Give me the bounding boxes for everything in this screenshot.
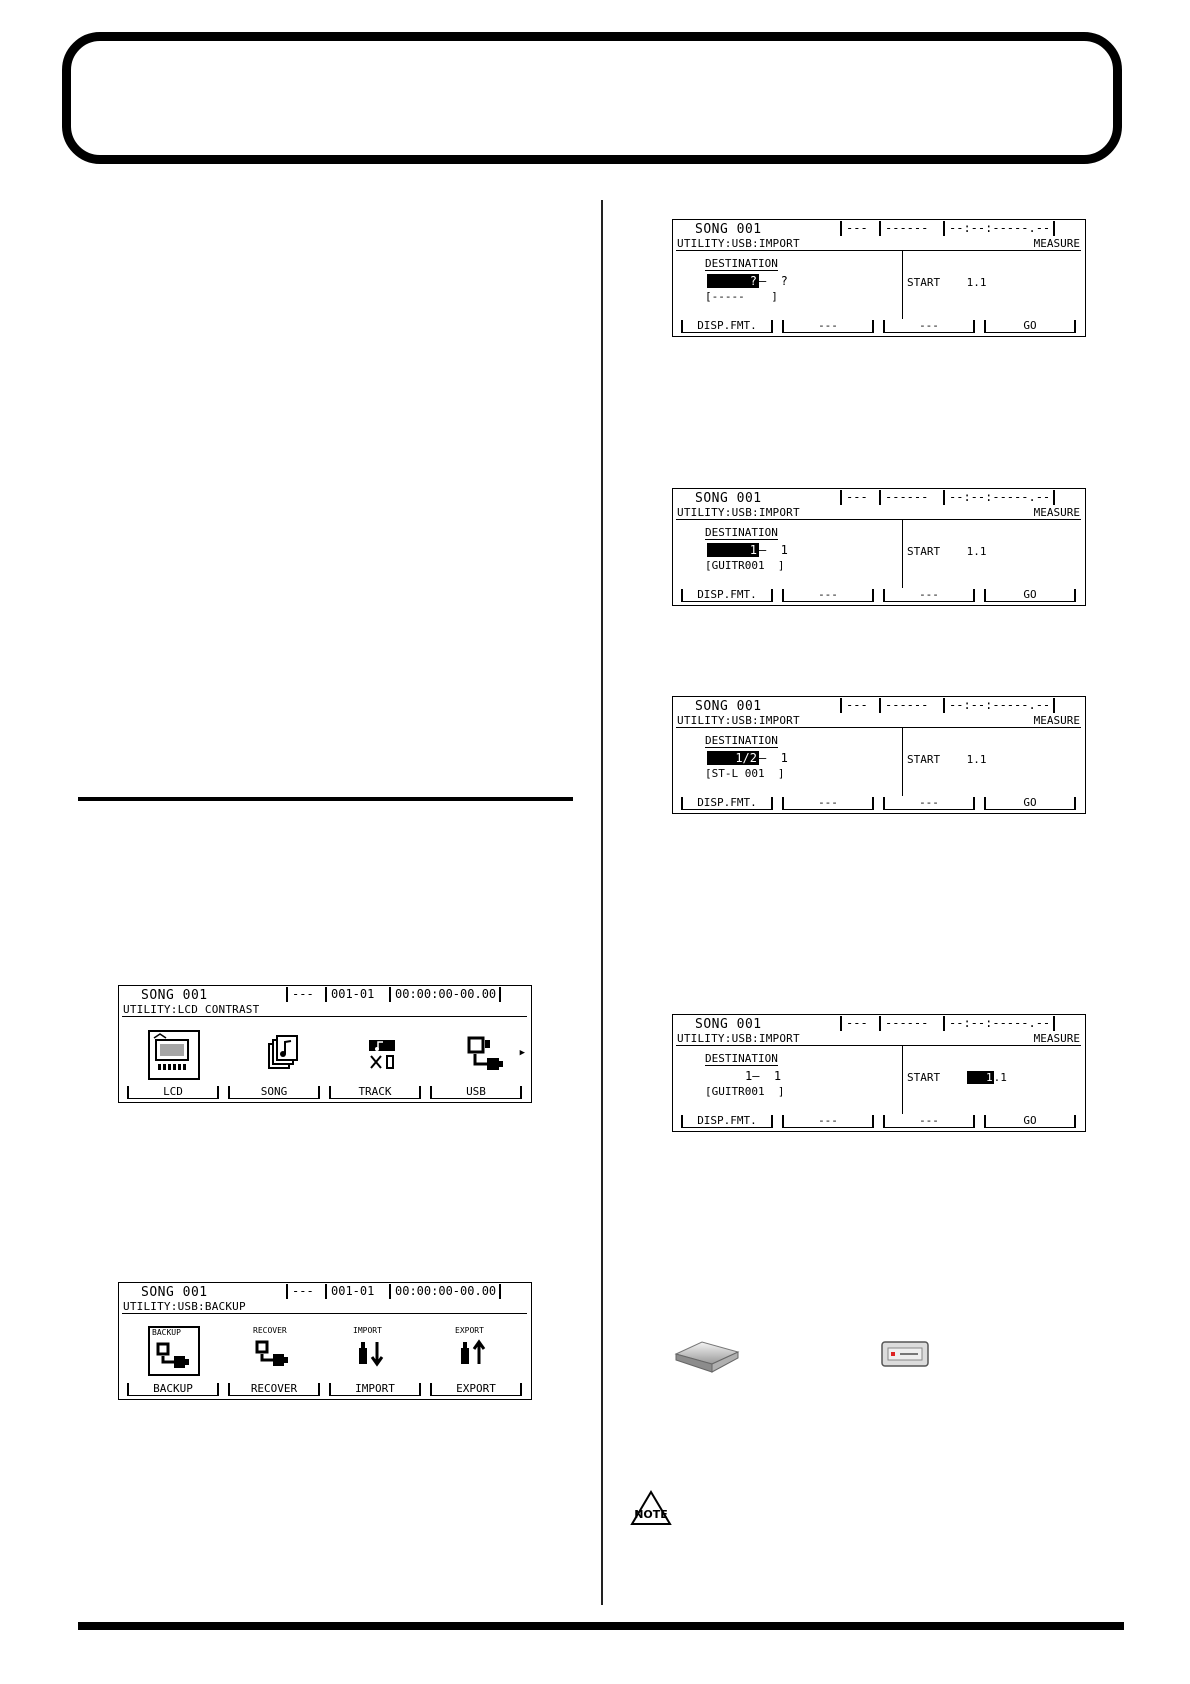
f3-button[interactable]: ---	[883, 797, 975, 810]
screen-path: UTILITY:USB:IMPORT	[677, 1032, 800, 1045]
song-label: SONG 001	[695, 222, 762, 237]
panel-divider	[902, 1046, 903, 1114]
path-rule	[676, 727, 1081, 728]
f2-button[interactable]: ---	[782, 1115, 874, 1128]
counter-time: 00:00:00-00.00	[389, 987, 501, 1002]
screen-path: UTILITY:USB:IMPORT	[677, 714, 800, 727]
f4-usb-button[interactable]: USB	[430, 1086, 522, 1099]
track-name: [GUITR001 ]	[705, 559, 785, 572]
icon-caption: EXPORT	[455, 1326, 484, 1335]
path-rule	[122, 1313, 527, 1314]
lcd-utility-menu	[118, 985, 532, 1103]
path-rule	[676, 1045, 1081, 1046]
screen-path: UTILITY:USB:IMPORT	[677, 237, 800, 250]
icon-caption: BACKUP	[152, 1328, 181, 1337]
start-rest: .1	[993, 1071, 1007, 1084]
lcd-import-screen-1	[672, 219, 1086, 337]
f3-button[interactable]: ---	[883, 589, 975, 602]
path-rule	[122, 1016, 527, 1017]
path-rule	[676, 250, 1081, 251]
screen-path: UTILITY:LCD CONTRAST	[123, 1003, 260, 1016]
track-name: [ST-L 001 ]	[705, 767, 785, 780]
counter-time: --:--:-----.--	[943, 490, 1055, 505]
counter-measure: ---	[840, 1016, 868, 1031]
panel-divider	[902, 251, 903, 319]
start-label: START	[907, 545, 941, 558]
counter-measure: ---	[286, 987, 314, 1002]
f2-button[interactable]: ---	[782, 320, 874, 333]
backup-icon[interactable]	[148, 1326, 200, 1376]
export-icon[interactable]	[449, 1326, 497, 1372]
counter-beat: 001-01	[325, 987, 374, 1002]
counter-time: --:--:-----.--	[943, 221, 1055, 236]
destination-label: DESTINATION	[705, 257, 778, 270]
song-icon[interactable]	[257, 1030, 305, 1076]
f3-button[interactable]: ---	[883, 320, 975, 333]
f2-button[interactable]: ---	[782, 797, 874, 810]
f4-go-button[interactable]: GO	[984, 1115, 1076, 1128]
counter-time: --:--:-----.--	[943, 698, 1055, 713]
destination-label: DESTINATION	[705, 526, 778, 539]
f1-disp-fmt-button[interactable]: DISP.FMT.	[681, 1115, 773, 1128]
destination-row	[707, 751, 788, 765]
column-divider	[601, 200, 603, 1605]
note-label: NOTE	[634, 1508, 668, 1521]
start-cursor[interactable]: 1	[967, 1071, 994, 1084]
f4-go-button[interactable]: GO	[984, 589, 1076, 602]
counter-measure: ---	[840, 490, 868, 505]
panel-divider	[902, 728, 903, 796]
counter-measure: ---	[840, 698, 868, 713]
chapter-header-box	[62, 32, 1122, 164]
song-label: SONG 001	[141, 988, 208, 1003]
path-rule	[676, 519, 1081, 520]
f4-export-button[interactable]: EXPORT	[430, 1383, 522, 1396]
lcd-icon[interactable]	[148, 1030, 200, 1080]
destination-row	[707, 274, 788, 288]
counter-beat: 001-01	[325, 1284, 374, 1299]
display-mode: MEASURE	[1033, 237, 1080, 250]
icon-caption: IMPORT	[353, 1326, 382, 1335]
f1-disp-fmt-button[interactable]: DISP.FMT.	[681, 797, 773, 810]
song-label: SONG 001	[695, 699, 762, 714]
note-icon	[630, 1490, 672, 1526]
start-row	[907, 753, 987, 766]
f1-lcd-button[interactable]: LCD	[127, 1086, 219, 1099]
start-value[interactable]: 1.1	[966, 276, 987, 289]
counter-beat: ------	[879, 490, 928, 505]
counter-beat: ------	[879, 698, 928, 713]
lcd-import-screen-2	[672, 488, 1086, 606]
display-mode: MEASURE	[1033, 714, 1080, 727]
destination-rest: – 1	[759, 751, 788, 765]
usb-drive-icon[interactable]	[878, 1334, 934, 1374]
start-label: START	[907, 753, 941, 766]
icon-caption: RECOVER	[253, 1326, 287, 1335]
panel-divider	[902, 520, 903, 588]
f1-disp-fmt-button[interactable]: DISP.FMT.	[681, 320, 773, 333]
song-label: SONG 001	[695, 1017, 762, 1032]
counter-beat: ------	[879, 1016, 928, 1031]
display-mode: MEASURE	[1033, 1032, 1080, 1045]
destination-cursor[interactable]: 1/2	[707, 751, 759, 765]
counter-time: --:--:-----.--	[943, 1016, 1055, 1031]
destination-cursor[interactable]: ?	[707, 274, 759, 288]
destination-label: DESTINATION	[705, 734, 778, 747]
recover-icon[interactable]	[249, 1326, 297, 1372]
f4-go-button[interactable]: GO	[984, 320, 1076, 333]
lcd-import-screen-4	[672, 1014, 1086, 1132]
f2-button[interactable]: ---	[782, 589, 874, 602]
destination-value[interactable]: 1– 1	[745, 1069, 782, 1083]
track-name: [----- ]	[705, 290, 778, 303]
counter-measure: ---	[840, 221, 868, 236]
start-value[interactable]: 1.1	[966, 545, 987, 558]
f3-track-button[interactable]: TRACK	[329, 1086, 421, 1099]
start-row	[907, 545, 987, 558]
f2-recover-button[interactable]: RECOVER	[228, 1383, 320, 1396]
counter-beat: ------	[879, 221, 928, 236]
f3-import-button[interactable]: IMPORT	[329, 1383, 421, 1396]
lcd-import-screen-3	[672, 696, 1086, 814]
counter-measure: ---	[286, 1284, 314, 1299]
start-label: START	[907, 1071, 941, 1084]
section-rule	[78, 797, 573, 801]
import-icon[interactable]	[347, 1326, 395, 1372]
usb-icon[interactable]	[461, 1030, 509, 1076]
track-name: [GUITR001 ]	[705, 1085, 785, 1098]
destination-label: DESTINATION	[705, 1052, 778, 1065]
destination-cursor[interactable]: 1	[707, 543, 759, 557]
f1-backup-button[interactable]: BACKUP	[127, 1383, 219, 1396]
display-mode: MEASURE	[1033, 506, 1080, 519]
f3-button[interactable]: ---	[883, 1115, 975, 1128]
song-label: SONG 001	[695, 491, 762, 506]
f1-disp-fmt-button[interactable]: DISP.FMT.	[681, 589, 773, 602]
destination-row	[707, 543, 788, 557]
track-icon[interactable]	[359, 1030, 407, 1076]
start-label: START	[907, 276, 941, 289]
scroll-right-icon[interactable]: ▶	[519, 1048, 525, 1058]
lcd-usb-menu	[118, 1282, 532, 1400]
screen-path: UTILITY:USB:IMPORT	[677, 506, 800, 519]
counter-time: 00:00:00-00.00	[389, 1284, 501, 1299]
screen-path: UTILITY:USB:BACKUP	[123, 1300, 246, 1313]
f2-song-button[interactable]: SONG	[228, 1086, 320, 1099]
destination-rest: – 1	[759, 543, 788, 557]
removable-disk-icon[interactable]	[672, 1334, 742, 1378]
destination-rest: – ?	[759, 274, 788, 288]
song-label: SONG 001	[141, 1285, 208, 1300]
start-row	[907, 276, 987, 289]
f4-go-button[interactable]: GO	[984, 797, 1076, 810]
footer-rule	[78, 1622, 1124, 1630]
start-row	[907, 1071, 1007, 1084]
start-value[interactable]: 1.1	[966, 753, 987, 766]
